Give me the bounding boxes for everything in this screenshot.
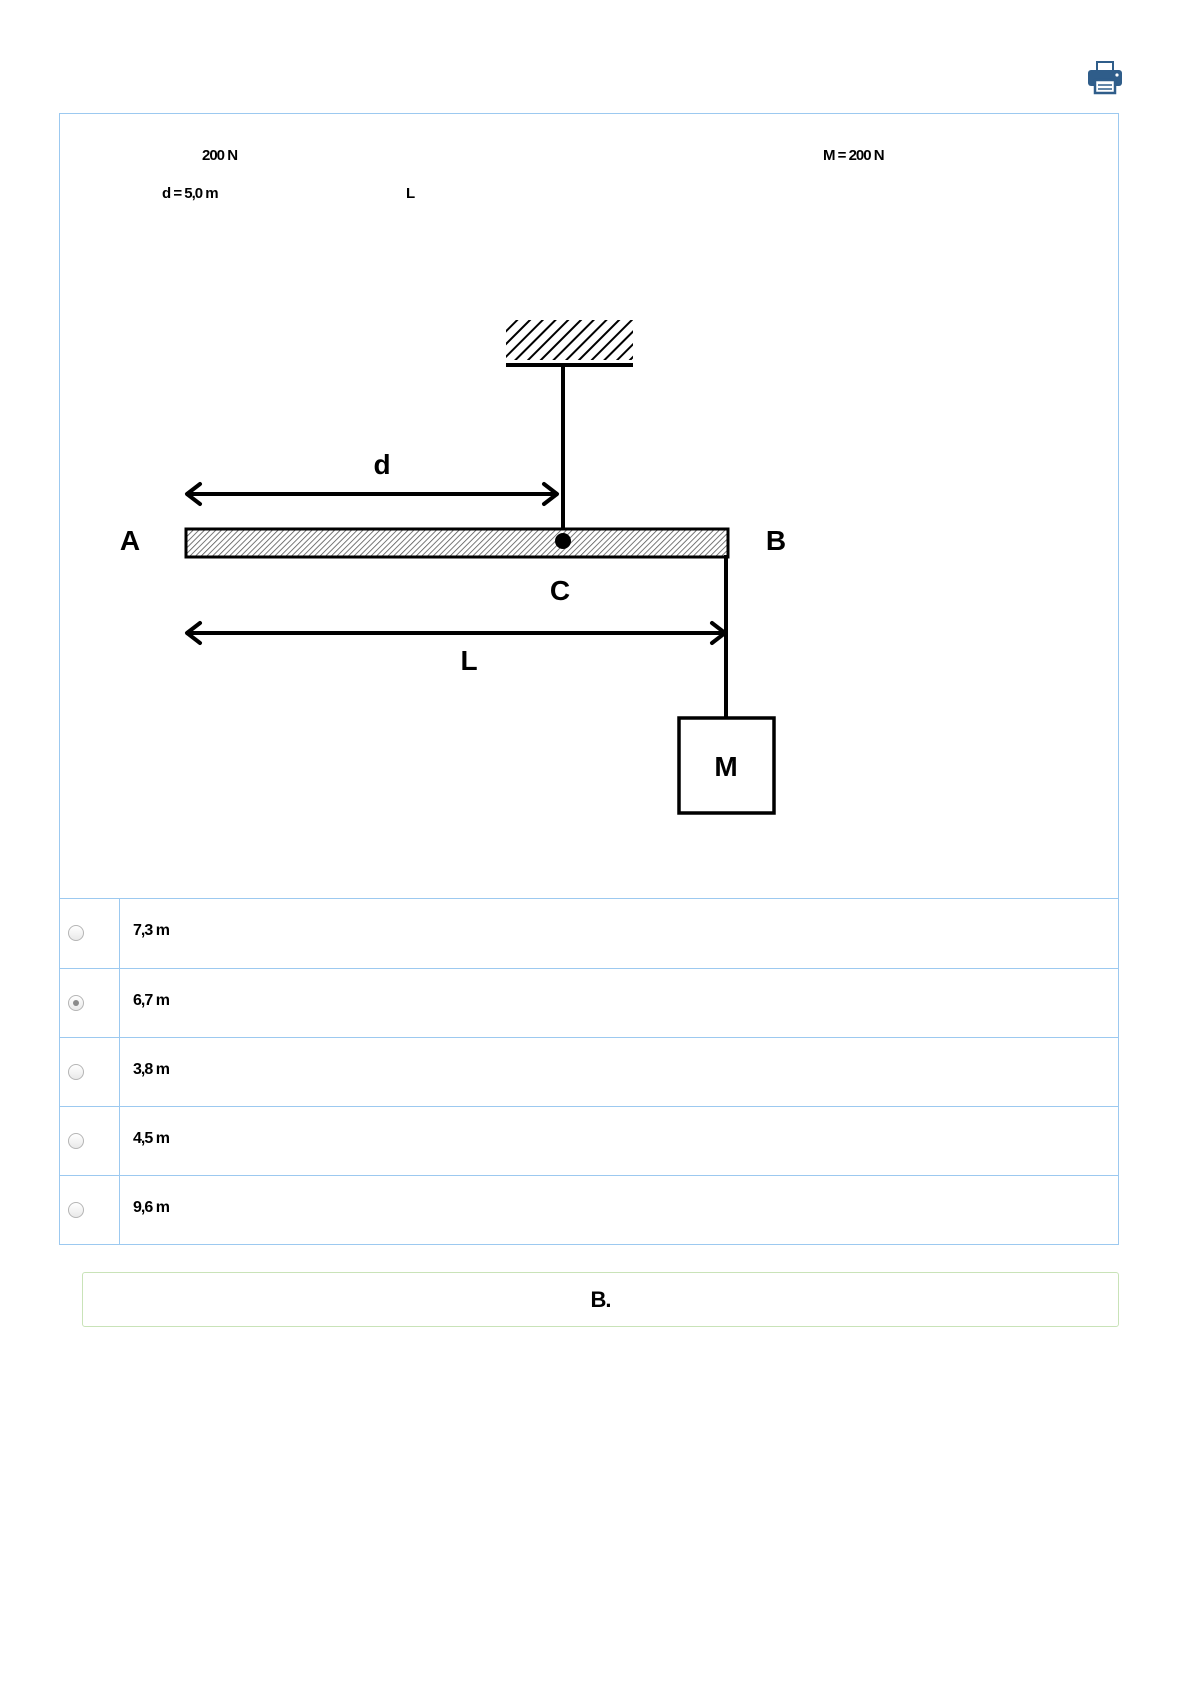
option-row-4[interactable] <box>60 1106 1118 1175</box>
option-label-2: 6,7 m <box>133 992 169 1009</box>
option-row-5[interactable] <box>60 1175 1118 1244</box>
beam <box>186 529 728 557</box>
ceiling-support <box>506 320 633 360</box>
option-label-5: 9,6 m <box>133 1199 169 1216</box>
question-box <box>59 113 1119 1245</box>
question-text-mass: M = 200 N <box>823 147 884 164</box>
option-radio-3[interactable] <box>68 1064 84 1080</box>
option-radio-5[interactable] <box>68 1202 84 1218</box>
question-text-distance: d = 5,0 m <box>162 185 218 202</box>
option-row-3[interactable] <box>60 1037 1118 1106</box>
option-label-3: 3,8 m <box>133 1061 169 1078</box>
lever-diagram <box>60 114 1120 899</box>
answer-text: B. <box>590 1287 611 1312</box>
option-label-1: 7,3 m <box>133 922 169 939</box>
question-text-weight: 200 N <box>202 147 238 164</box>
option-radio-4[interactable] <box>68 1133 84 1149</box>
label-b: B <box>765 525 787 556</box>
option-row-2[interactable] <box>60 968 1118 1037</box>
label-d: d <box>373 449 391 480</box>
printer-icon <box>1086 58 1124 96</box>
answer-options <box>60 898 1118 1244</box>
label-m: M <box>714 751 738 782</box>
option-radio-2[interactable] <box>68 995 84 1011</box>
print-button[interactable] <box>1086 58 1124 96</box>
question-text-length: L <box>406 185 415 202</box>
label-c: C <box>549 575 571 606</box>
label-l: L <box>460 645 478 676</box>
option-radio-1[interactable] <box>68 925 84 941</box>
option-label-4: 4,5 m <box>133 1130 169 1147</box>
option-row-1[interactable] <box>60 898 1118 968</box>
label-a: A <box>119 525 141 556</box>
pivot-point <box>555 533 571 549</box>
answer-feedback-box <box>82 1272 1119 1327</box>
